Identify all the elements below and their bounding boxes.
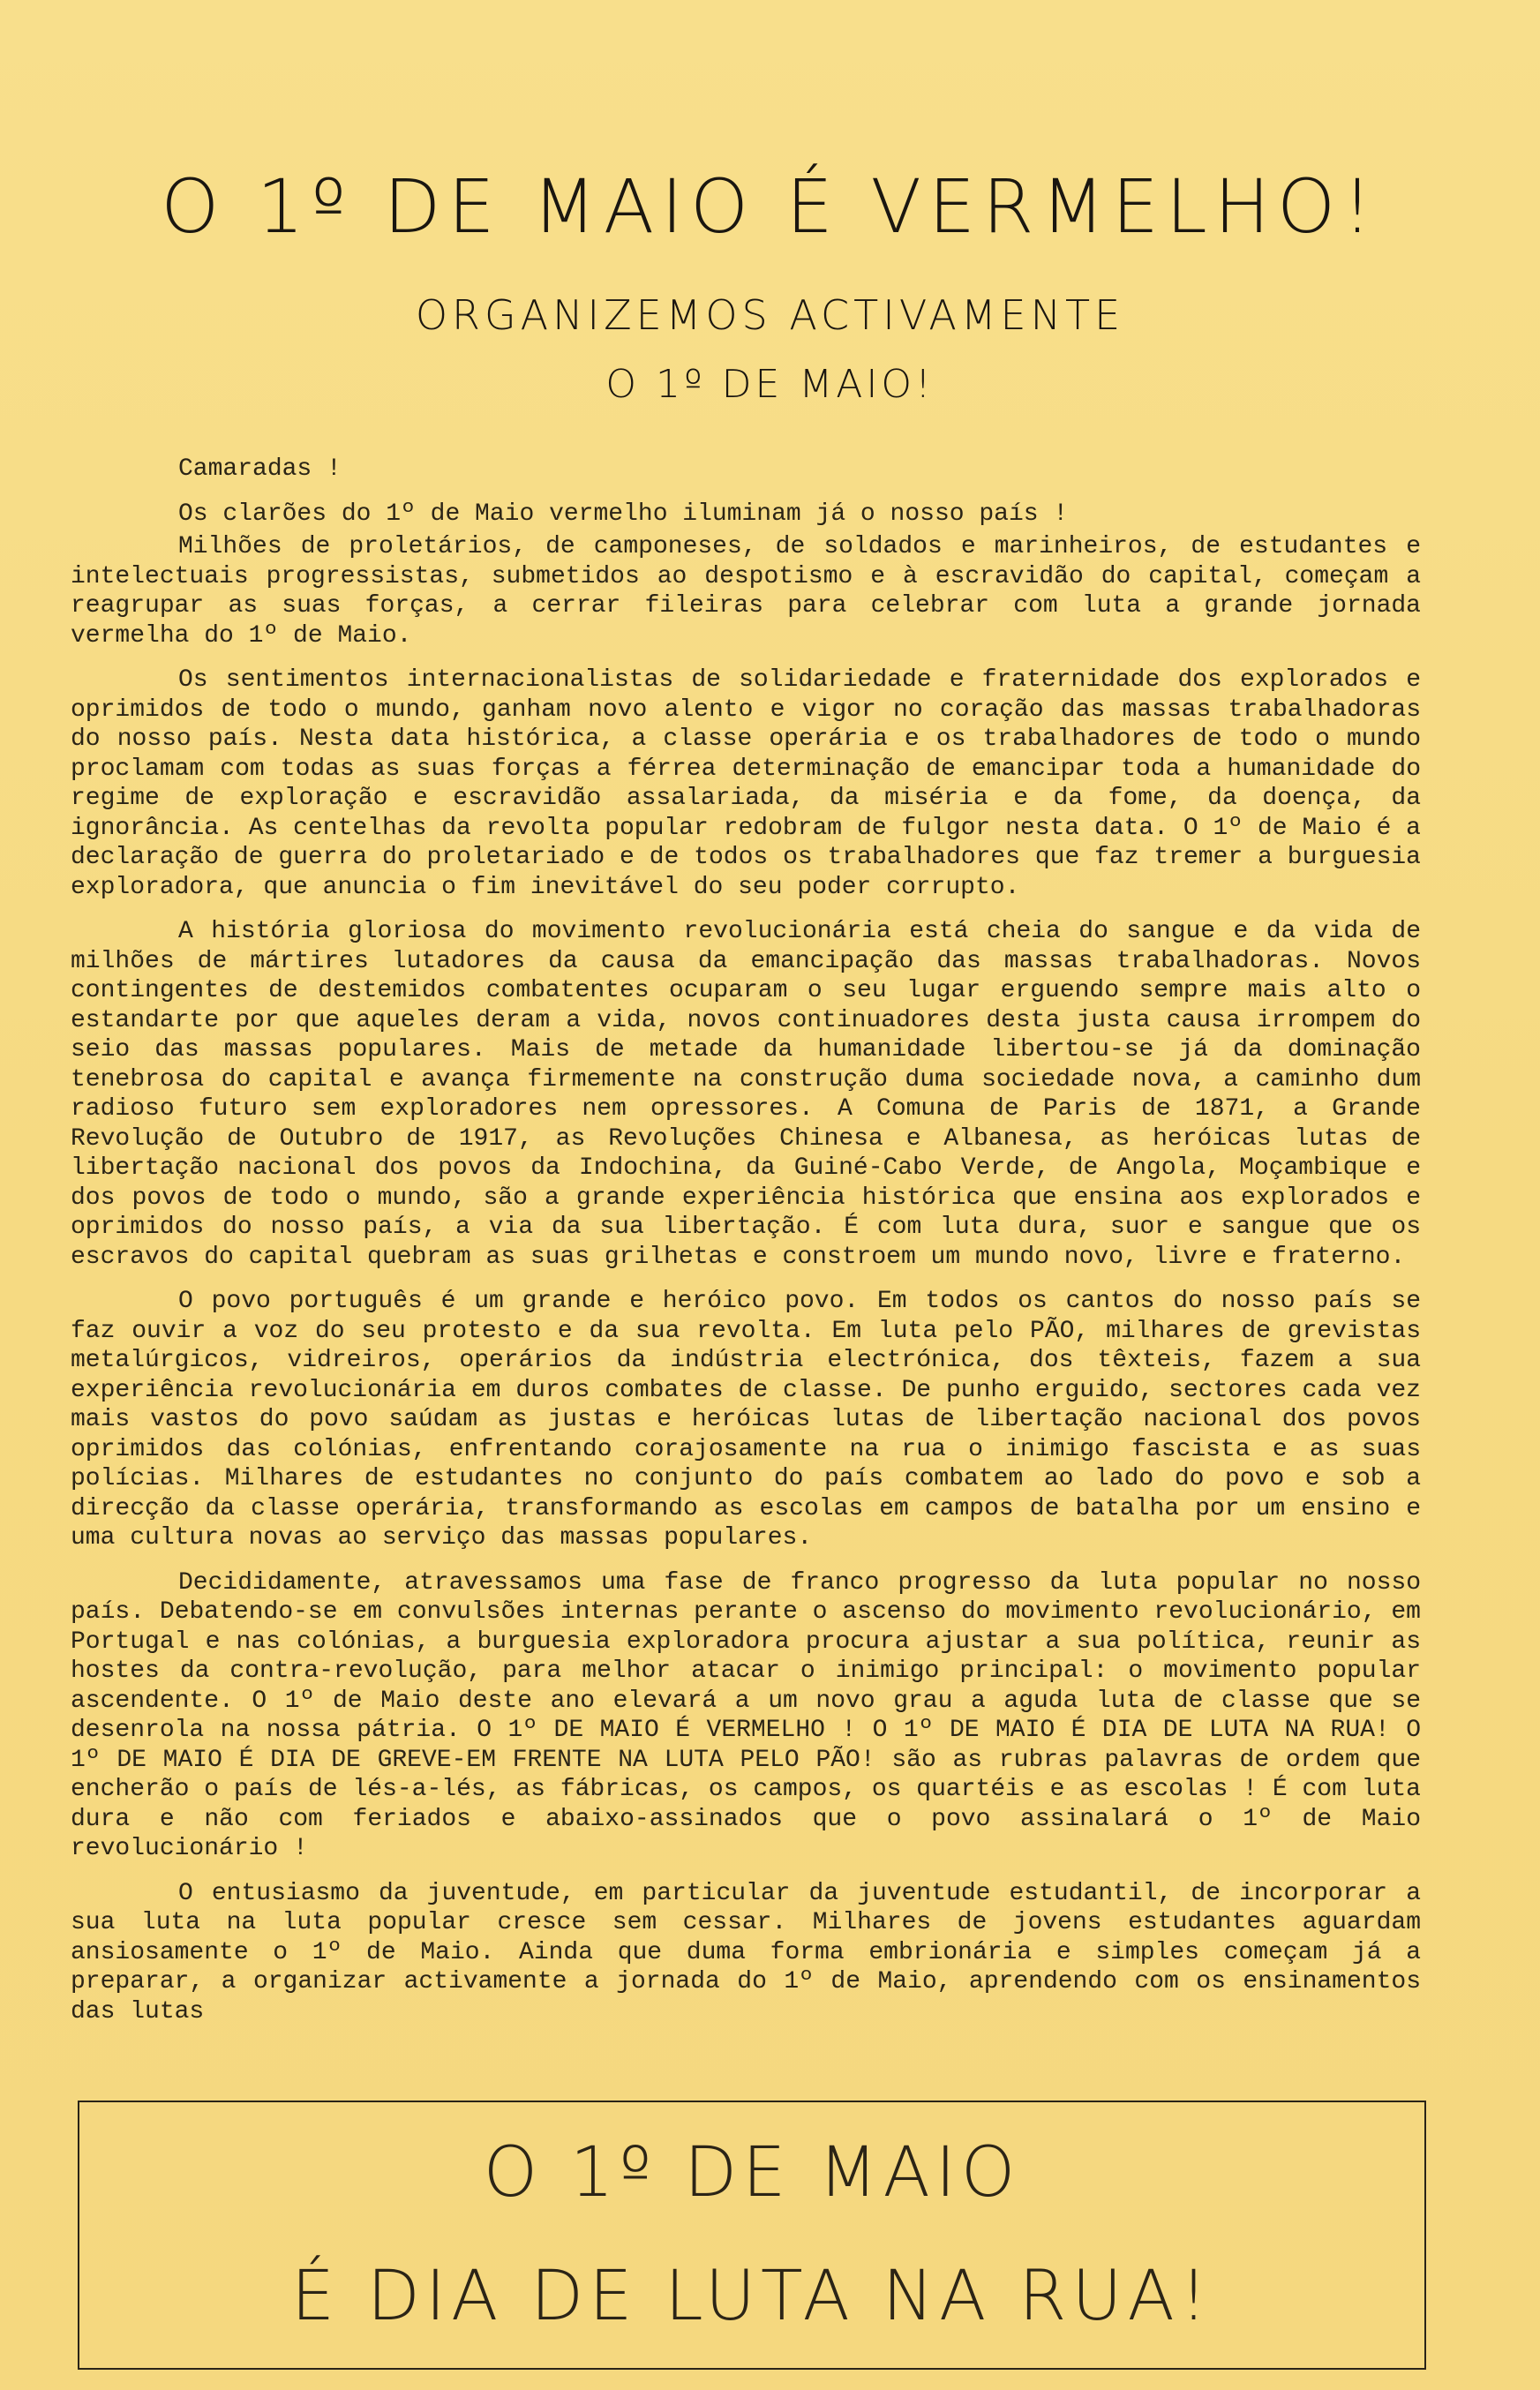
paragraph: Milhões de proletários, de camponeses, de soldados e marinheiros, de estudantes e intelectuais progressistas, submetidos ao despotismo e à escravidão do capital, começam a reagrupar as suas forças, a cerrar fileiras para celebrar com luta a grande jornada vermelha do 1º de Maio. — [71, 533, 1421, 650]
paragraph: O entusiasmo da juventude, em particular da juventude estudantil, de incorporar a sua luta na luta popular cresce sem cessar. Milhares de jovens estudantes aguardam ansiosamente o 1º de Maio. Ainda que duma forma embrionária e simples começam já a preparar, a organizar activamente a jornada do 1º de Maio, aprendendo com os ensinamentos das lutas — [71, 1879, 1421, 2025]
greeting: Camaradas ! — [178, 455, 342, 483]
letter-body — [71, 455, 1421, 2041]
slogan-line-2: É DIA DE LUTA NA RUA! — [290, 2257, 1213, 2336]
subtitle-line-1: ORGANIZEMOS ACTIVAMENTE — [415, 291, 1125, 339]
subtitle-line-2: O 1º DE MAIO! — [605, 362, 935, 407]
paragraph: O povo português é um grande e heróico povo. Em todos os cantos do nosso país se faz ouvir a voz do seu protesto e da sua revolta. Em luta pelo PÃO, milhares de grevistas metalúrgicos, vidreiros, operários da indústria electrónica, dos têxteis, fazem a sua experiência revolucionária em duros combates de classe. De punho erguido, sectores cada vez mais vastos do povo saúdam as justas e heróicas lutas de libertação nacional dos povos oprimidos das colónias, enfrentando corajosamente na rua o inimigo fascista e as suas polícias. Milhares de estudantes no conjunto do país combatem ao lado do povo e sob a direcção da classe operária, transformando as escolas em campos de batalha por um ensino e uma cultura novas ao serviço das massas populares. — [71, 1288, 1421, 1552]
page-title: O 1º DE MAIO É VERMELHO! — [161, 163, 1379, 250]
paragraph: A história gloriosa do movimento revolucionária está cheia do sangue e da vida de milhões de mártires lutadores da causa da emancipação das massas trabalhadoras. Novos contingentes de destemidos combatentes ocuparam o seu lugar erguendo sempre mais alto o estandarte por que aqueles deram a vida, novos continuadores desta justa causa irrompem do seio das massas populares. Mais de metade da humanidade libertou-se já da dominação tenebrosa do capital e avança firmemente na construção duma sociedade nova, a caminho dum radioso futuro sem exploradores nem opressores. A Comuna de Paris de 1871, a Grande Revolução de Outubro de 1917, as Revoluções Chinesa e Albanesa, as heróicas lutas de libertação nacional dos povos da Indochina, da Guiné-Cabo Verde, de Angola, Moçambique e dos povos de todo o mundo, são a grande experiência histórica que ensina aos explorados e oprimidos do nosso país, a via da sua libertação. É com luta dura, suor e sangue que os escravos do capital quebram as suas grilhetas e constroem um mundo novo, livre e fraterno. — [71, 918, 1421, 1271]
paragraph: Decididamente, atravessamos uma fase de franco progresso da luta popular no nosso país. Debatendo-se em convulsões internas perante o ascenso do movimento revolucionário, em Portugal e nas colónias, a burguesia exploradora procura ajustar a sua política, reunir as hostes da contra-revolução, para melhor atacar o inimigo principal: o movimento popular ascendente. O 1º de Maio deste ano elevará a um novo grau a aguda luta de classe que se desenrola na nossa pátria. O 1º DE MAIO É VERMELHO ! O 1º DE MAIO É DIA DE LUTA NA RUA! O 1º DE MAIO É DIA DE GREVE-EM FRENTE NA LUTA PELO PÃO! são as rubras palavras de ordem que encherão o país de lés-a-lés, as fábricas, os campos, os quartéis e as escolas ! É com luta dura e não com feriados e abaixo-assinados que o povo assinalará o 1º de Maio revolucionário ! — [71, 1568, 1421, 1862]
slogan-box — [78, 2101, 1426, 2370]
paragraph: Os clarões do 1º de Maio vermelho iluminam já o nosso país ! — [178, 500, 1069, 528]
slogan-line-1: O 1º DE MAIO — [483, 2133, 1021, 2213]
paragraph: Os sentimentos internacionalistas de solidariedade e fraternidade dos explorados e oprimidos de todo o mundo, ganham novo alento e vigor no coração das massas trabalhadoras do nosso país. Nesta data histórica, a classe operária e os trabalhadores de todo o mundo proclamam com todas as suas forças a férrea determinação de emancipar toda a humanidade do regime de exploração e escravidão assalariada, da miséria e da fome, da doença, da ignorância. As centelhas da revolta popular redobram de fulgor nesta data. O 1º de Maio é a declaração de guerra do proletariado e de todos os trabalhadores que faz tremer a burguesia exploradora, que anuncia o fim inevitável do seu poder corrupto. — [71, 666, 1421, 901]
